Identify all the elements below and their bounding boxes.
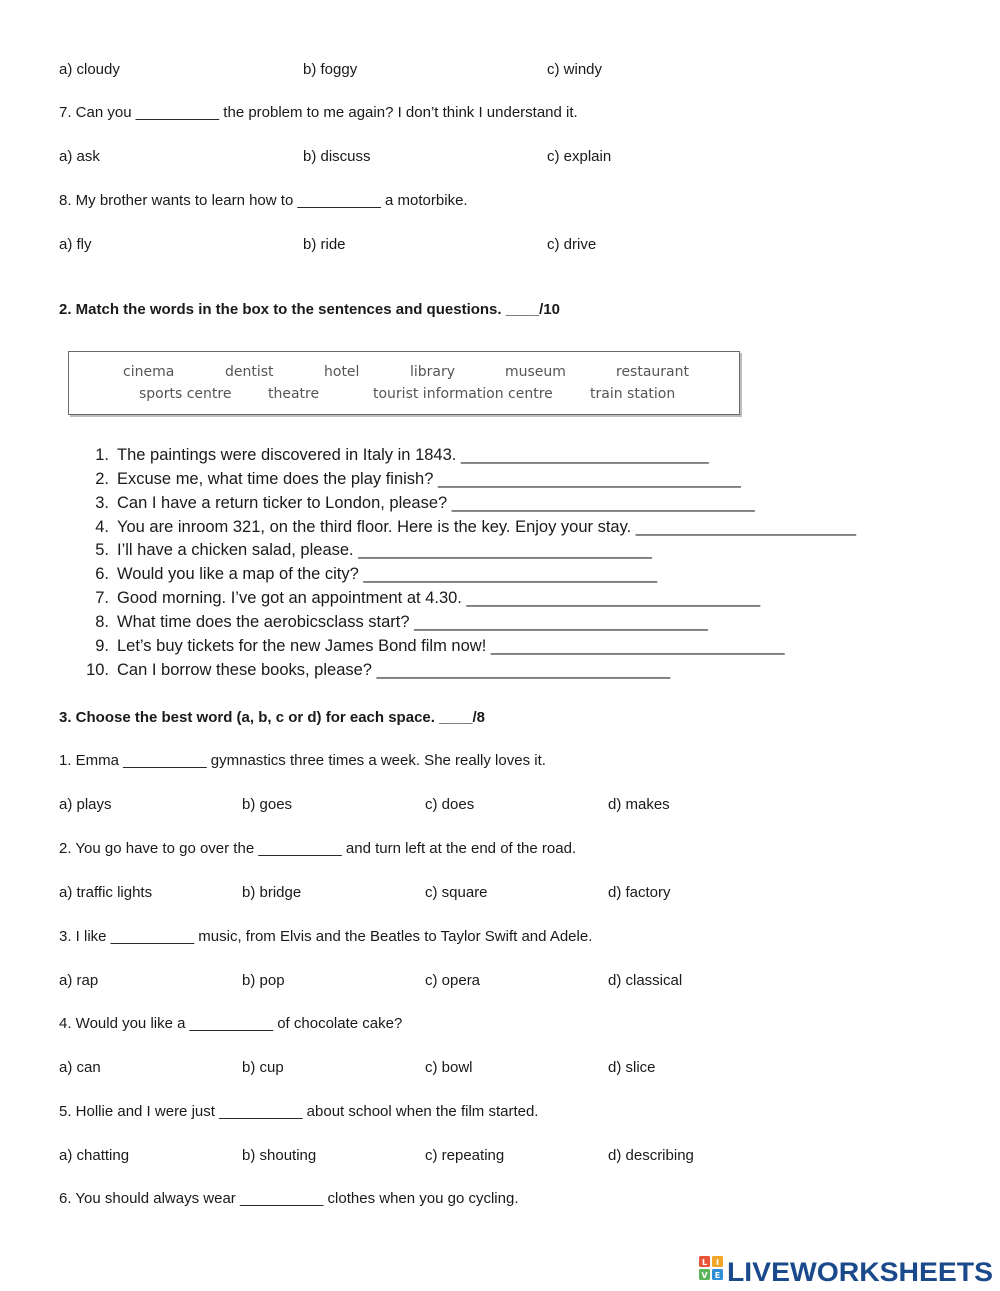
- item-number: 2.: [95, 470, 109, 488]
- logo-squares-icon: [699, 1256, 723, 1280]
- s3-q3-option-c: c) opera: [425, 972, 481, 989]
- s3-q4-option-d: d) slice: [608, 1059, 656, 1076]
- section3-heading: 3. Choose the best word (a, b, c or d) for each space. ____/8: [59, 709, 485, 726]
- s3-q3-option-d: d) classical: [608, 972, 683, 989]
- item-text: Good morning. I’ve got an appointment at 4.30. ________________________________: [117, 589, 761, 607]
- item-text: What time does the aerobicsclass start? ________________________________: [117, 613, 708, 631]
- list-item: [85, 613, 708, 632]
- s3-q3-text: 3. I like __________ music, from Elvis and the Beatles to Taylor Swift and Adele.: [59, 928, 593, 945]
- item-text: Can I borrow these books, please? ________________________________: [117, 661, 671, 679]
- q7-text: 7. Can you __________ the problem to me again? I don’t think I understand it.: [59, 104, 578, 121]
- s3-q3-option-a: a) rap: [59, 972, 99, 989]
- item-number: 1.: [95, 446, 109, 464]
- box-word: dentist: [225, 364, 274, 380]
- item-text: The paintings were discovered in Italy in 1843. ___________________________: [117, 446, 709, 464]
- q6-option-b: b) foggy: [303, 61, 358, 78]
- s3-q2-text: 2. You go have to go over the __________ and turn left at the end of the road.: [59, 840, 577, 857]
- s3-q5-option-c: c) repeating: [425, 1147, 505, 1164]
- s3-q4-option-a: a) can: [59, 1059, 101, 1076]
- s3-q2-option-b: b) bridge: [242, 884, 302, 901]
- s3-q1-option-a: a) plays: [59, 796, 112, 813]
- box-word: theatre: [268, 386, 320, 402]
- q7-option-b: b) discuss: [303, 148, 371, 165]
- logo-letter: E: [714, 1271, 721, 1280]
- item-text: I’ll have a chicken salad, please. ________________________________: [117, 541, 652, 559]
- q8-option-a: a) fly: [59, 236, 92, 253]
- item-number: 3.: [95, 494, 109, 512]
- box-word: museum: [505, 364, 566, 380]
- s3-q2-option-d: d) factory: [608, 884, 671, 901]
- list-item: [85, 541, 652, 560]
- item-number: 10.: [86, 661, 109, 679]
- list-item: [85, 661, 670, 680]
- list-item: [85, 494, 755, 513]
- s3-q4-option-c: c) bowl: [425, 1059, 473, 1076]
- q8-option-c: c) drive: [547, 236, 597, 253]
- s3-q6-text: 6. You should always wear __________ clothes when you go cycling.: [59, 1190, 519, 1207]
- list-item: [85, 565, 657, 584]
- q7-option-c: c) explain: [547, 148, 612, 165]
- s3-q5-option-d: d) describing: [608, 1147, 694, 1164]
- q6-option-a: a) cloudy: [59, 61, 120, 78]
- q8-option-b: b) ride: [303, 236, 346, 253]
- list-item: [85, 589, 760, 608]
- s3-q2-option-a: a) traffic lights: [59, 884, 153, 901]
- s3-q5-option-a: a) chatting: [59, 1147, 130, 1164]
- list-item: [85, 637, 785, 656]
- item-number: 4.: [95, 518, 109, 536]
- logo-text: LIVEWORKSHEETS: [727, 1257, 993, 1286]
- item-number: 8.: [95, 613, 109, 631]
- section2-heading: 2. Match the words in the box to the sentences and questions. ____/10: [59, 301, 560, 318]
- q6-option-c: c) windy: [547, 61, 603, 78]
- item-text: You are inroom 321, on the third floor. Here is the key. Enjoy your stay. ________________________: [117, 518, 857, 536]
- s3-q3-option-b: b) pop: [242, 972, 285, 989]
- item-text: Would you like a map of the city? ________________________________: [117, 565, 658, 583]
- s3-q1-option-c: c) does: [425, 796, 475, 813]
- s3-q4-text: 4. Would you like a __________ of chocolate cake?: [59, 1015, 403, 1032]
- box-word: hotel: [324, 364, 360, 380]
- box-word: train station: [590, 386, 676, 402]
- liveworksheets-logo[interactable]: [697, 1254, 997, 1286]
- box-word: library: [410, 364, 456, 380]
- q7-option-a: a) ask: [59, 148, 100, 165]
- s3-q2-option-c: c) square: [425, 884, 488, 901]
- box-word: tourist information centre: [373, 386, 553, 402]
- item-number: 9.: [95, 637, 109, 655]
- list-item: [85, 518, 856, 537]
- s3-q5-text: 5. Hollie and I were just __________ about school when the film started.: [59, 1103, 539, 1120]
- box-word: cinema: [123, 364, 175, 380]
- item-number: 6.: [95, 565, 109, 583]
- box-word: sports centre: [139, 386, 232, 402]
- q8-text: 8. My brother wants to learn how to __________ a motorbike.: [59, 192, 468, 209]
- item-number: 5.: [95, 541, 109, 559]
- list-item: [85, 446, 709, 465]
- item-text: Can I have a return ticker to London, please? _________________________________: [117, 494, 755, 512]
- list-item: [85, 470, 741, 489]
- s3-q1-option-b: b) goes: [242, 796, 293, 813]
- s3-q4-option-b: b) cup: [242, 1059, 284, 1076]
- s3-q1-text: 1. Emma __________ gymnastics three times a week. She really loves it.: [59, 752, 546, 769]
- s3-q5-option-b: b) shouting: [242, 1147, 317, 1164]
- item-number: 7.: [95, 589, 109, 607]
- logo-letter: V: [701, 1271, 708, 1280]
- item-text: Excuse me, what time does the play finish? _________________________________: [117, 470, 741, 488]
- item-text: Let’s buy tickets for the new James Bond film now! ________________________________: [117, 637, 785, 655]
- logo-letter: I: [716, 1258, 719, 1267]
- s3-q1-option-d: d) makes: [608, 796, 670, 813]
- word-box: [68, 351, 740, 415]
- logo-letter: L: [701, 1258, 708, 1267]
- box-word: restaurant: [616, 364, 689, 380]
